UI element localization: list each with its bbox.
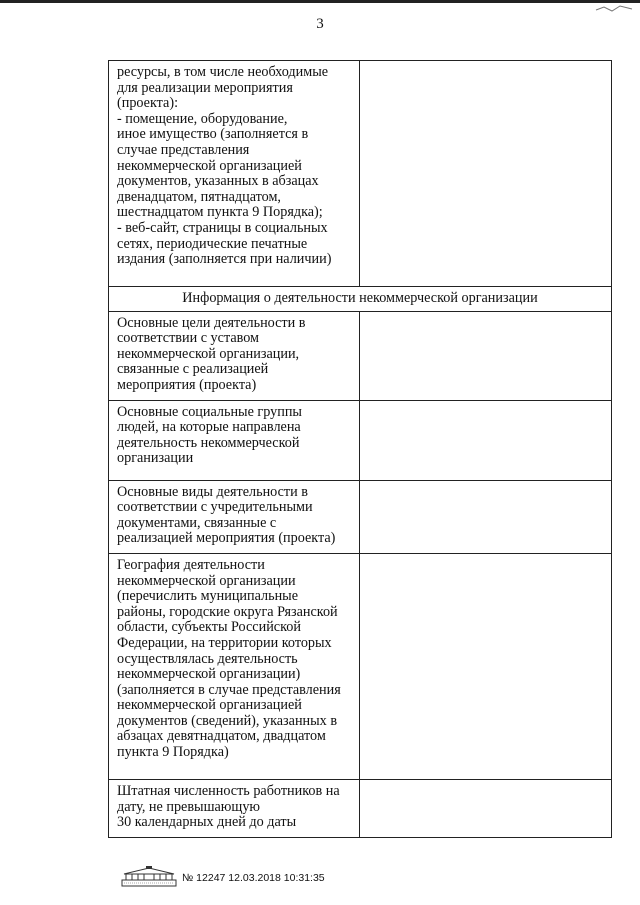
field-value[interactable] bbox=[360, 553, 612, 779]
label-line: реализацией мероприятия (проекта) bbox=[117, 530, 336, 547]
label-line: шестнадцатом пункта 9 Порядка); bbox=[117, 204, 323, 221]
label-line: Основные социальные группы bbox=[117, 403, 302, 420]
label-line: районы, городские округа Рязанской bbox=[117, 603, 338, 620]
label-line: - помещение, оборудование, bbox=[117, 110, 288, 127]
label-line: некоммерческой организацией bbox=[117, 157, 302, 174]
top-edge-line bbox=[0, 0, 640, 3]
label-line: (перечислить муниципальные bbox=[117, 588, 298, 605]
field-value[interactable] bbox=[360, 779, 612, 837]
label-line: документами, связанные с bbox=[117, 514, 277, 531]
label-line: некоммерческой организации bbox=[117, 572, 296, 589]
form-row bbox=[109, 480, 612, 553]
section-header-row bbox=[109, 287, 612, 312]
form-row bbox=[109, 61, 612, 287]
label-line: абзацах девятнадцатом, двадцатом bbox=[117, 728, 326, 745]
label-line: Основные цели деятельности в bbox=[117, 314, 306, 331]
application-form-table bbox=[108, 60, 612, 838]
registration-number: № 12247 12.03.2018 10:31:35 bbox=[182, 872, 325, 884]
form-row bbox=[109, 400, 612, 480]
label-line: ресурсы, в том числе необходимые bbox=[117, 64, 329, 80]
field-label bbox=[109, 61, 360, 287]
field-label bbox=[109, 480, 360, 553]
section-header: Информация о деятельности некоммерческой организации bbox=[109, 287, 612, 312]
label-line: соответствии с уставом bbox=[117, 330, 260, 347]
label-line: - веб-сайт, страницы в социальных bbox=[117, 219, 328, 236]
label-line: организации bbox=[117, 450, 194, 467]
label-line: сетях, периодические печатные bbox=[117, 235, 308, 252]
label-line: некоммерческой организации, bbox=[117, 345, 300, 362]
label-line: документов (сведений), указанных в bbox=[117, 712, 338, 729]
field-value[interactable] bbox=[360, 311, 612, 400]
form-row bbox=[109, 779, 612, 837]
label-line: случае представления bbox=[117, 141, 250, 158]
field-label bbox=[109, 553, 360, 779]
label-line: документов, указанных в абзацах bbox=[117, 173, 319, 190]
page-number: 3 bbox=[316, 16, 324, 32]
form-row bbox=[109, 311, 612, 400]
field-label bbox=[109, 779, 360, 837]
label-line: для реализации мероприятия bbox=[117, 79, 293, 96]
label-line: (проекта): bbox=[117, 95, 179, 112]
label-line: 30 календарных дней до даты bbox=[117, 814, 297, 831]
field-value[interactable] bbox=[360, 61, 612, 287]
label-line: людей, на которые направлена bbox=[117, 419, 301, 436]
label-line: двенадцатом, пятнадцатом, bbox=[117, 188, 281, 205]
field-value[interactable] bbox=[360, 480, 612, 553]
label-line: соответствии с учредительными bbox=[117, 499, 313, 516]
label-line: области, субъекты Российской bbox=[117, 619, 301, 636]
label-line: География деятельности bbox=[117, 556, 265, 573]
label-line: иное имущество (заполняется в bbox=[117, 126, 309, 143]
scan-mark bbox=[594, 4, 634, 14]
government-building-stamp-icon bbox=[118, 866, 180, 888]
label-line: осуществлялась деятельность bbox=[117, 650, 298, 667]
label-line: пункта 9 Порядка) bbox=[117, 744, 229, 761]
field-value[interactable] bbox=[360, 400, 612, 480]
label-line: мероприятия (проекта) bbox=[117, 376, 257, 393]
label-line: деятельность некоммерческой bbox=[117, 434, 300, 451]
field-label bbox=[109, 311, 360, 400]
label-line: связанные с реализацией bbox=[117, 361, 269, 378]
document-footer bbox=[118, 866, 418, 890]
form-row bbox=[109, 553, 612, 779]
label-line: некоммерческой организацией bbox=[117, 697, 302, 714]
label-line: Федерации, на территории которых bbox=[117, 634, 332, 651]
label-line: некоммерческой организации) bbox=[117, 666, 301, 683]
label-line: (заполняется в случае представления bbox=[117, 681, 341, 698]
label-line: издания (заполняется при наличии) bbox=[117, 251, 332, 268]
label-line: дату, не превышающую bbox=[117, 798, 261, 815]
label-line: Штатная численность работников на bbox=[117, 782, 340, 799]
field-label bbox=[109, 400, 360, 480]
label-line: Основные виды деятельности в bbox=[117, 483, 308, 500]
